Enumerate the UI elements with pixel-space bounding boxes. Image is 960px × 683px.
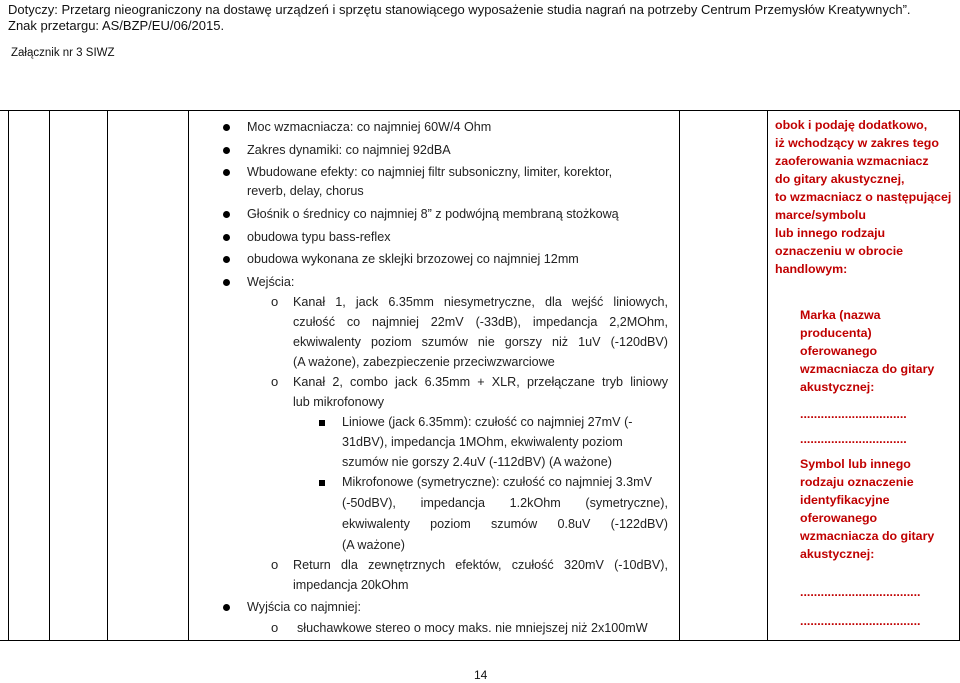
spec-enclosure-material: obudowa wykonana ze sklejki brzozowej co najmniej 12mm <box>247 252 579 266</box>
offer-intro-line: iż wchodzący w zakres tego <box>775 136 939 150</box>
offer-symbol-line: akustycznej: <box>800 547 875 561</box>
mic-input-line: (A ważone) <box>342 538 405 552</box>
offer-brand-line: Marka (nazwa <box>800 308 881 322</box>
spec-enclosure-type: obudowa typu bass-reflex <box>247 230 391 244</box>
bullet-icon <box>223 604 230 611</box>
square-bullet-icon <box>319 480 325 486</box>
header-tender-number: Znak przetargu: AS/BZP/EU/06/2015. <box>8 18 225 33</box>
offer-symbol-line: identyfikacyjne <box>800 493 890 507</box>
offer-intro-line: to wzmacniacz o następującej <box>775 190 952 204</box>
input1-line: ekwiwalenty poziom szumów nie gorszy niż 1uV (-120dBV) <box>293 335 668 349</box>
spec-effects: Wbudowane efekty: co najmniej filtr subsoniczny, limiter, korektor, <box>247 165 613 179</box>
ring-bullet-icon: o <box>271 294 279 309</box>
offer-intro-line: lub innego rodzaju <box>775 226 886 240</box>
input1-line: Kanał 1, jack 6.35mm niesymetryczne, dla wejść liniowych, <box>293 295 668 309</box>
ring-bullet-icon: o <box>271 374 279 389</box>
offer-symbol-line: Symbol lub innego <box>800 457 911 471</box>
annex-label: Załącznik nr 3 SIWZ <box>11 47 115 59</box>
spec-inputs-label: Wejścia: <box>247 275 295 289</box>
offer-symbol-line: wzmacniacza do gitary <box>800 529 935 543</box>
spec-dynamics: Zakres dynamiki: co najmniej 92dBA <box>247 143 451 157</box>
bullet-icon <box>223 124 230 131</box>
line-input-line: 31dBV), impedancja 1MOhm, ekwiwalenty poziom <box>342 435 623 449</box>
mic-input-line: Mikrofonowe (symetryczne): czułość co najmniej 3.3mV <box>342 475 653 489</box>
mic-input-line: (-50dBV), impedancja 1.2kOhm (symetryczne), <box>342 496 668 510</box>
ring-bullet-icon: o <box>271 557 279 572</box>
offer-symbol-dots[interactable]: ................................... <box>800 614 921 628</box>
return-line: Return dla zewnętrznych efektów, czułość 320mV (-10dBV), <box>293 558 668 572</box>
offer-intro-line: handlowym: <box>775 262 848 276</box>
offer-brand-dots[interactable]: ............................... <box>800 407 907 421</box>
offer-symbol-line: oferowanego <box>800 511 878 525</box>
offer-brand-line: oferowanego <box>800 344 878 358</box>
spec-speaker: Głośnik o średnicy co najmniej 8” z podwójną membraną stożkową <box>247 207 619 221</box>
bullet-icon <box>223 211 230 218</box>
spec-outputs-label: Wyjścia co najmniej: <box>247 600 361 614</box>
page-number: 14 <box>474 668 488 682</box>
header-subject: Dotyczy: Przetarg nieograniczony na dostawę urządzeń i sprzętu stanowiącego wyposażenie studia nagrań na potrzeby Centrum Przemysłów Kreatywnych”. <box>8 2 911 17</box>
offer-brand-dots[interactable]: ............................... <box>800 432 907 446</box>
spec-headphones: słuchawkowe stereo o mocy maks. nie mniejszej niż 2x100mW <box>297 621 648 635</box>
input1-line: czułość co najmniej 22mV (-33dB), impedancja 2,2MOhm, <box>293 315 668 329</box>
offer-brand-line: akustycznej: <box>800 380 875 394</box>
bullet-icon <box>223 256 230 263</box>
offer-intro-line: do gitary akustycznej, <box>775 172 905 186</box>
ring-bullet-icon: o <box>271 620 279 635</box>
line-input-line: Liniowe (jack 6.35mm): czułość co najmniej 27mV (- <box>342 415 633 429</box>
offer-intro-line: marce/symbolu <box>775 208 866 222</box>
offer-intro-line: oznaczeniu w obrocie <box>775 244 904 258</box>
return-line: impedancja 20kOhm <box>293 578 409 592</box>
spec-effects-cont: reverb, delay, chorus <box>247 184 364 198</box>
bullet-icon <box>223 279 230 286</box>
input1-line: (A ważone), zabezpieczenie przeciwzwarciowe <box>293 355 555 369</box>
offer-brand-line: wzmacniacza do gitary <box>800 362 935 376</box>
mic-input-line: ekwiwalenty poziom szumów 0.8uV (-122dBV) <box>342 517 668 531</box>
input2-line: Kanał 2, combo jack 6.35mm + XLR, przełączane tryb liniowy <box>293 375 668 389</box>
line-input-line: szumów nie gorszy 2.4uV (-112dBV) (A ważone) <box>342 455 612 469</box>
bullet-icon <box>223 234 230 241</box>
offer-intro-line: zaoferowania wzmacniacz <box>775 154 929 168</box>
square-bullet-icon <box>319 420 325 426</box>
bullet-icon <box>223 147 230 154</box>
offer-brand-line: producenta) <box>800 326 872 340</box>
spec-power: Moc wzmacniacza: co najmniej 60W/4 Ohm <box>247 120 492 134</box>
offer-intro-line: obok i podaję dodatkowo, <box>775 118 928 132</box>
bullet-icon <box>223 169 230 176</box>
offer-symbol-dots[interactable]: ................................... <box>800 585 921 599</box>
offer-symbol-line: rodzaju oznaczenie <box>800 475 914 489</box>
input2-line: lub mikrofonowy <box>293 395 384 409</box>
